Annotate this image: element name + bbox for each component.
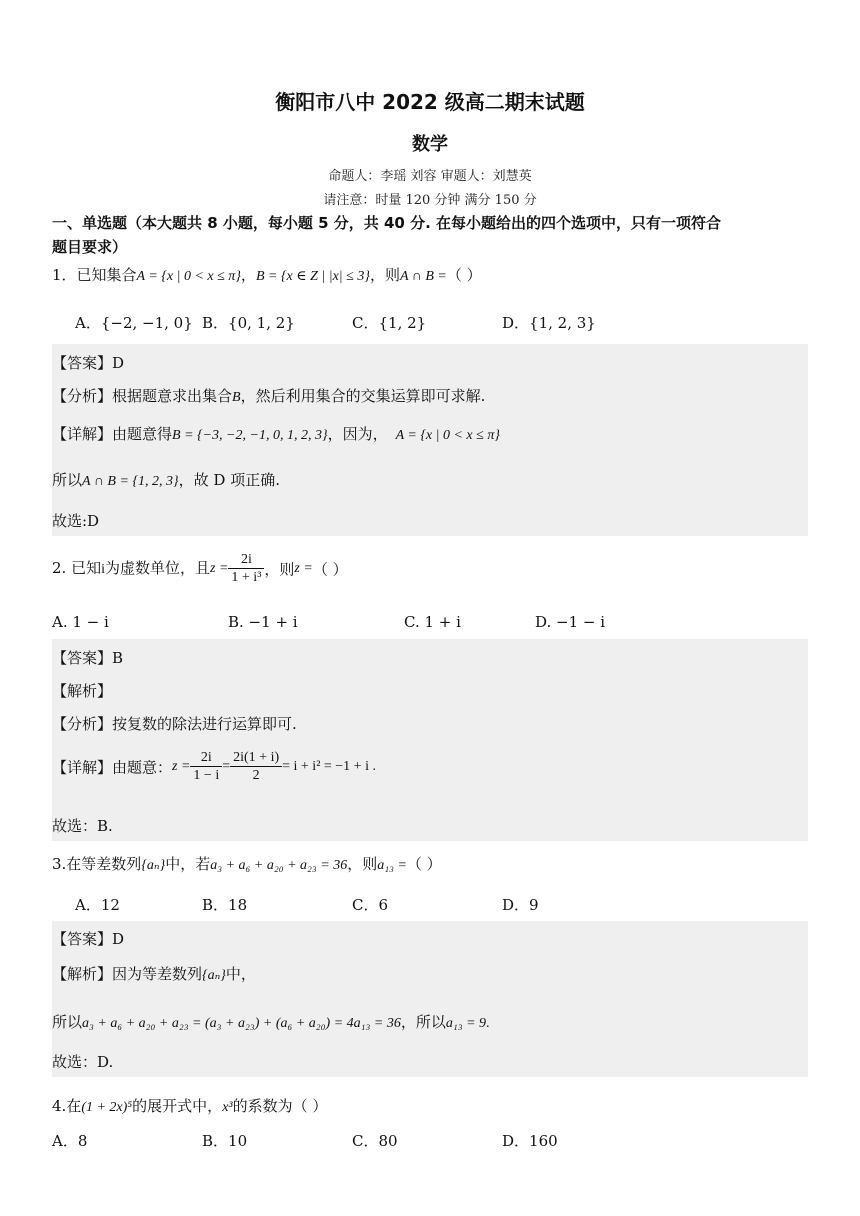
q3-jiexi-seq: {aₙ} [202,968,226,983]
q2-frac-num: 2i [228,552,264,569]
q2-detail-frac1-den: 1 − i [193,768,220,784]
q1-set-b: B = {x ∈ Z | |x| ≤ 3} [255,269,370,284]
authors-line: 命题人：李瑶 刘容 审题人：刘慧英 [328,169,532,184]
question-1-stem [52,264,482,285]
q1-conclusion [52,469,280,490]
q3-so-mid: ，所以 [400,1013,446,1031]
q2-prefix: 2. 已知 [52,558,102,577]
q1-prefix: 1．已知集合 [52,266,137,284]
q1-detail-b: B = {−3, −2, −1, 0, 1, 2, 3} [172,428,328,443]
section-heading-line1: 一、单选题（本大题共 8 小题，每小题 5 分，共 40 分. 在每小题给出的四个选项中，只有一项符合 [52,214,722,232]
q3-so-prefix: 所以 [52,1013,83,1031]
q4-suffix: 的系数为（ ） [232,1097,328,1115]
q2-detail-prefix: 【详解】由题意： [52,758,173,777]
q2-frac-den: 1 + i³ [231,570,262,586]
q3-so-result: a₁₃ = 9 [445,1016,487,1031]
q2-fraction [228,552,264,586]
q1-sep: ， [240,266,256,284]
q1-option-a: A．{−2, −1, 0} [75,314,193,332]
q2-detail-z: z = [172,758,191,774]
section-heading-line2: 题目要求） [52,238,128,256]
q1-option-b: B．{0, 1, 2} [202,314,295,332]
q1-so-expr: A ∩ B = {1, 2, 3} [82,474,179,489]
q1-suffix: ，则 [369,266,400,284]
q2-option-b: B. −1 + i [228,613,298,631]
q3-ask: a₁₃ = [377,858,407,873]
q4-option-d: D．160 [502,1132,558,1150]
q2-z-eq: z = [210,560,229,576]
q3-option-c: C．6 [352,896,389,914]
q3-jiexi-suffix: 中， [225,965,256,983]
q3-jiexi-prefix: 【解析】因为等差数列 [52,965,203,983]
q1-detail-prefix: 【详解】由题意得 [52,425,173,443]
q2-detail [52,750,376,784]
q4-prefix: 4.在 [52,1097,82,1115]
q2-choose: 故选：B. [52,817,113,835]
subject-title: 数学 [412,134,448,155]
q1-detail-mid: ，因为， [327,425,388,443]
q3-so-expr: a₃ + a₆ + a₂₀ + a₂₃ = (a₃ + a₂₃) + (a₆ + a₂₀) = 4a₁₃ = 36 [82,1016,401,1031]
q3-seq: {aₙ} [141,858,166,873]
q2-solution-box [52,639,808,841]
q1-option-d: D．{1, 2, 3} [502,314,596,332]
question-2-stem [52,552,348,586]
q4-term: x³ [222,1100,233,1115]
q4-mid: 的展开式中， [132,1097,223,1115]
q1-paren: （ ） [446,266,482,284]
q1-analysis-suffix: ，然后利用集合的交集运算即可求解. [240,387,486,405]
q1-answer: 【答案】D [52,354,125,372]
q4-option-b: B．10 [202,1132,248,1150]
q3-option-a: A．12 [75,896,120,914]
q3-suffix: ，则 [347,855,378,873]
q1-analysis [52,385,485,406]
q3-mid: 中，若 [165,855,211,873]
q1-choose: 故选:D [52,512,100,530]
q3-condition: a₃ + a₆ + a₂₀ + a₂₃ = 36 [210,858,348,873]
q2-analysis: 【分析】按复数的除法进行运算即可. [52,715,297,733]
q3-jiexi [52,963,256,984]
notice-line: 请注意：时量 120 分钟 满分 150 分 [323,193,537,208]
exam-title: 衡阳市八中 2022 级高二期末试题 [275,90,585,114]
q2-option-c: C. 1 + i [404,613,461,631]
q1-analysis-b: B [232,390,241,405]
question-4-stem [52,1095,327,1116]
q2-detail-frac2-num: 2i(1 + i) [230,750,282,767]
q2-mid: 为虚数单位，且 [104,558,210,577]
q2-detail-eq: = [222,758,231,774]
q2-detail-frac1-num: 2i [190,750,222,767]
q2-answer: 【答案】B [52,649,124,667]
q1-set-a: A = {x | 0 < x ≤ π} [136,269,241,284]
q2-detail-frac2-den: 2 [252,768,260,784]
q2-ask: z = [294,560,313,576]
question-3-stem [52,853,442,874]
q3-option-b: B．18 [202,896,248,914]
q1-so-suffix: ，故 D 项正确. [178,471,280,489]
q3-so-end: . [486,1016,490,1031]
q2-detail-tail: = i + i² = −1 + i . [282,758,376,774]
q1-detail [52,423,500,444]
q1-ask: A ∩ B = [399,269,447,284]
q4-option-a: A．8 [52,1132,88,1150]
q1-detail-a: A = {x | 0 < x ≤ π} [395,428,500,443]
q3-solution-box [52,921,808,1077]
q3-prefix: 3.在等差数列 [52,855,142,873]
q2-detail-frac1 [190,750,222,784]
q2-option-a: A. 1 − i [52,613,109,631]
q4-option-c: C．80 [352,1132,398,1150]
q2-detail-frac2 [230,750,282,784]
q2-jiexi: 【解析】 [52,682,113,700]
q3-paren: （ ） [406,855,442,873]
q2-paren: （ ） [312,560,348,579]
q2-option-d: D. −1 − i [535,613,606,631]
q1-option-c: C．{1, 2} [352,314,427,332]
q3-choose: 故选：D. [52,1053,114,1071]
q3-option-d: D．9 [502,896,539,914]
q2-i: i [101,561,105,577]
q3-conclusion [52,1011,490,1032]
q4-expr: (1 + 2x)⁵ [81,1100,133,1115]
q2-suffix: ，则 [264,560,295,579]
q1-analysis-prefix: 【分析】根据题意求出集合 [52,387,233,405]
q1-so-prefix: 所以 [52,471,83,489]
q3-answer: 【答案】D [52,930,125,948]
